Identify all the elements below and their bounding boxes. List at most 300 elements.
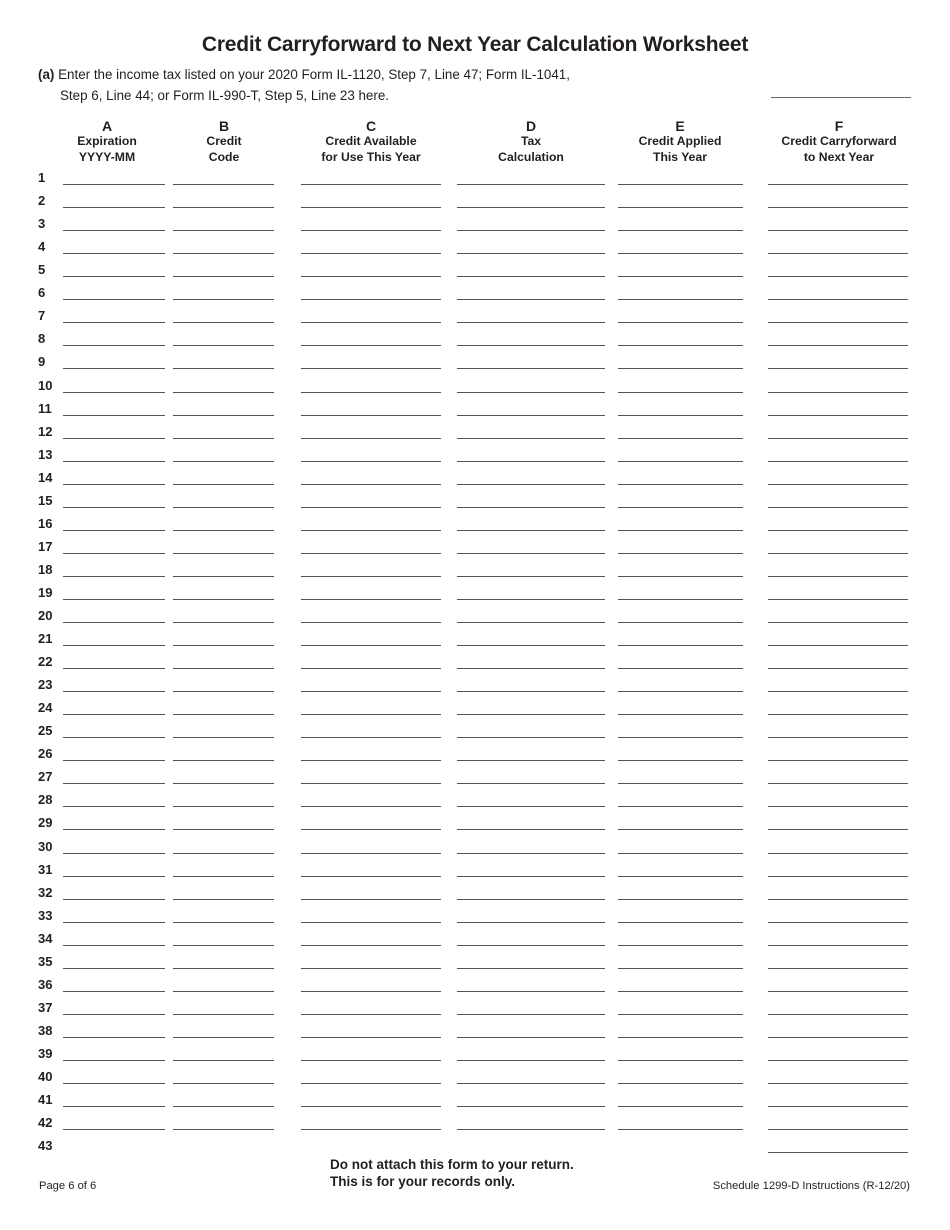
- row-number: 40: [38, 1069, 53, 1084]
- entry-field-col-b[interactable]: [173, 691, 274, 692]
- entry-field-col-a[interactable]: [63, 392, 165, 393]
- entry-field-col-c[interactable]: [301, 783, 441, 784]
- entry-field-col-d[interactable]: [457, 645, 605, 646]
- entry-field-col-a[interactable]: [63, 645, 165, 646]
- entry-field-col-f[interactable]: [768, 853, 908, 854]
- entry-field-col-f[interactable]: [768, 415, 908, 416]
- entry-field-col-a[interactable]: [63, 737, 165, 738]
- entry-field-col-b[interactable]: [173, 207, 274, 208]
- row-number: 23: [38, 677, 53, 693]
- entry-field-col-f[interactable]: [768, 553, 908, 554]
- worksheet-row: [0, 562, 950, 585]
- entry-field-col-a[interactable]: [63, 207, 165, 208]
- entry-field-col-d[interactable]: [457, 576, 605, 577]
- entry-field-col-f[interactable]: [768, 1014, 908, 1015]
- entry-field-col-d[interactable]: [457, 622, 605, 623]
- entry-field-col-e[interactable]: [618, 691, 743, 692]
- row-number: 27: [38, 769, 53, 785]
- entry-field-col-d[interactable]: [457, 922, 605, 923]
- entry-field-col-d[interactable]: [457, 184, 605, 185]
- entry-field-col-d[interactable]: [457, 783, 605, 784]
- entry-field-col-b[interactable]: [173, 760, 274, 761]
- entry-field-col-b[interactable]: [173, 230, 274, 231]
- entry-field-col-c[interactable]: [301, 345, 441, 346]
- entry-field-col-b[interactable]: [173, 507, 274, 508]
- entry-field-col-c[interactable]: [301, 1037, 441, 1038]
- worksheet-row: [0, 308, 950, 331]
- worksheet-row: [0, 908, 950, 931]
- entry-field-col-a[interactable]: [63, 368, 165, 369]
- entry-field-col-f[interactable]: [768, 622, 908, 623]
- entry-field-col-f[interactable]: [768, 899, 908, 900]
- entry-field-col-b[interactable]: [173, 368, 274, 369]
- entry-field-col-d[interactable]: [457, 553, 605, 554]
- column-label-1: Credit Carryforward: [781, 134, 897, 148]
- entry-field-col-f[interactable]: [768, 322, 908, 323]
- entry-field-col-c[interactable]: [301, 991, 441, 992]
- entry-field-col-a[interactable]: [63, 806, 165, 807]
- entry-field-col-d[interactable]: [457, 1083, 605, 1084]
- entry-field-col-a[interactable]: [63, 253, 165, 254]
- worksheet-row: [0, 862, 950, 885]
- entry-field-col-c[interactable]: [301, 530, 441, 531]
- entry-field-col-e[interactable]: [618, 1083, 743, 1084]
- entry-field-col-b[interactable]: [173, 622, 274, 623]
- entry-field-col-e[interactable]: [618, 438, 743, 439]
- worksheet-row: [0, 1115, 950, 1138]
- entry-field-col-c[interactable]: [301, 853, 441, 854]
- entry-field-col-f[interactable]: [768, 1060, 908, 1061]
- entry-field-col-d[interactable]: [457, 668, 605, 669]
- entry-field-col-d[interactable]: [457, 345, 605, 346]
- entry-field-col-a[interactable]: [63, 760, 165, 761]
- entry-field-col-a[interactable]: [63, 576, 165, 577]
- worksheet-row: [0, 516, 950, 539]
- entry-field-col-f[interactable]: [768, 230, 908, 231]
- worksheet-row: [0, 193, 950, 216]
- entry-field-col-d[interactable]: [457, 945, 605, 946]
- entry-field-col-d[interactable]: [457, 322, 605, 323]
- entry-field-col-b[interactable]: [173, 829, 274, 830]
- entry-field-col-e[interactable]: [618, 876, 743, 877]
- entry-field-col-d[interactable]: [457, 1014, 605, 1015]
- entry-field-col-b[interactable]: [173, 1129, 274, 1130]
- entry-field-col-c[interactable]: [301, 553, 441, 554]
- entry-field-col-c[interactable]: [301, 691, 441, 692]
- entry-field-col-b[interactable]: [173, 576, 274, 577]
- entry-field-col-c[interactable]: [301, 645, 441, 646]
- entry-field-col-b[interactable]: [173, 876, 274, 877]
- records-notice: [330, 1157, 574, 1190]
- entry-field-col-f[interactable]: [768, 1152, 908, 1153]
- entry-field-col-e[interactable]: [618, 899, 743, 900]
- row-number: 26: [38, 746, 53, 762]
- entry-field-col-f[interactable]: [768, 276, 908, 277]
- entry-field-col-f[interactable]: [768, 507, 908, 508]
- entry-field-col-f[interactable]: [768, 1129, 908, 1130]
- row-number: 19: [38, 584, 53, 600]
- entry-field-col-c[interactable]: [301, 230, 441, 231]
- entry-field-col-c[interactable]: [301, 1083, 441, 1084]
- entry-field-col-f[interactable]: [768, 599, 908, 600]
- row-number: 28: [38, 792, 53, 808]
- entry-field-col-d[interactable]: [457, 737, 605, 738]
- entry-field-col-f[interactable]: [768, 829, 908, 830]
- entry-field-col-b[interactable]: [173, 645, 274, 646]
- entry-field-col-d[interactable]: [457, 368, 605, 369]
- entry-field-col-e[interactable]: [618, 484, 743, 485]
- entry-field-col-b[interactable]: [173, 276, 274, 277]
- entry-field-col-f[interactable]: [768, 668, 908, 669]
- worksheet-row: [0, 954, 950, 977]
- entry-field-col-a[interactable]: [63, 553, 165, 554]
- entry-field-col-f[interactable]: [768, 645, 908, 646]
- entry-field-col-d[interactable]: [457, 438, 605, 439]
- row-number: 3: [38, 216, 46, 232]
- entry-field-col-c[interactable]: [301, 368, 441, 369]
- entry-field-col-b[interactable]: [173, 668, 274, 669]
- entry-field-col-e[interactable]: [618, 253, 743, 254]
- entry-field-col-a[interactable]: [63, 829, 165, 830]
- entry-field-col-b[interactable]: [173, 599, 274, 600]
- entry-field-col-c[interactable]: [301, 253, 441, 254]
- entry-field-col-d[interactable]: [457, 415, 605, 416]
- entry-field-col-e[interactable]: [618, 276, 743, 277]
- entry-field-col-d[interactable]: [457, 392, 605, 393]
- entry-field-col-f[interactable]: [768, 184, 908, 185]
- entry-field-col-e[interactable]: [618, 230, 743, 231]
- entry-field-col-f[interactable]: [768, 714, 908, 715]
- entry-field-col-b[interactable]: [173, 991, 274, 992]
- entry-field-col-b[interactable]: [173, 530, 274, 531]
- entry-field-col-e[interactable]: [618, 1037, 743, 1038]
- entry-field-col-d[interactable]: [457, 760, 605, 761]
- entry-field-col-c[interactable]: [301, 760, 441, 761]
- entry-field-col-a[interactable]: [63, 299, 165, 300]
- entry-field-col-b[interactable]: [173, 484, 274, 485]
- entry-field-col-c[interactable]: [301, 322, 441, 323]
- row-number: 41: [38, 1092, 53, 1107]
- entry-field-col-b[interactable]: [173, 945, 274, 946]
- entry-field-col-c[interactable]: [301, 737, 441, 738]
- entry-field-col-d[interactable]: [457, 1037, 605, 1038]
- entry-field-col-b[interactable]: [173, 553, 274, 554]
- entry-field-col-e[interactable]: [618, 1106, 743, 1107]
- entry-field-col-a[interactable]: [63, 530, 165, 531]
- entry-field-col-a[interactable]: [63, 415, 165, 416]
- entry-field-col-a[interactable]: [63, 345, 165, 346]
- entry-field-col-c[interactable]: [301, 668, 441, 669]
- worksheet-row: [0, 1069, 950, 1092]
- entry-field-col-d[interactable]: [457, 230, 605, 231]
- entry-field-col-e[interactable]: [618, 1060, 743, 1061]
- entry-field-col-b[interactable]: [173, 415, 274, 416]
- entry-field-col-e[interactable]: [618, 345, 743, 346]
- worksheet-row: [0, 1023, 950, 1046]
- entry-field-col-d[interactable]: [457, 299, 605, 300]
- entry-field-col-a[interactable]: [63, 1083, 165, 1084]
- entry-field-col-c[interactable]: [301, 299, 441, 300]
- entry-field-col-e[interactable]: [618, 968, 743, 969]
- entry-field-col-e[interactable]: [618, 299, 743, 300]
- entry-field-col-e[interactable]: [618, 553, 743, 554]
- entry-field-col-d[interactable]: [457, 1060, 605, 1061]
- column-header-b: [174, 119, 274, 165]
- entry-field-col-f[interactable]: [768, 760, 908, 761]
- row-number: 14: [38, 469, 53, 485]
- entry-field-col-a[interactable]: [63, 276, 165, 277]
- entry-field-col-a[interactable]: [63, 783, 165, 784]
- entry-field-col-e[interactable]: [618, 922, 743, 923]
- row-number: 37: [38, 999, 53, 1015]
- entry-field-col-e[interactable]: [618, 806, 743, 807]
- entry-field-col-e[interactable]: [618, 599, 743, 600]
- entry-field-col-a[interactable]: [63, 322, 165, 323]
- entry-field-col-b[interactable]: [173, 922, 274, 923]
- column-label-1: Expiration: [77, 134, 137, 148]
- entry-field-col-f[interactable]: [768, 1037, 908, 1038]
- entry-field-col-a[interactable]: [63, 507, 165, 508]
- entry-field-col-f[interactable]: [768, 945, 908, 946]
- entry-field-col-f[interactable]: [768, 392, 908, 393]
- entry-field-col-f[interactable]: [768, 737, 908, 738]
- entry-field-col-c[interactable]: [301, 922, 441, 923]
- entry-field-col-a[interactable]: [63, 853, 165, 854]
- entry-field-col-e[interactable]: [618, 853, 743, 854]
- entry-field-col-e[interactable]: [618, 1014, 743, 1015]
- entry-field-col-a[interactable]: [63, 599, 165, 600]
- entry-field-col-d[interactable]: [457, 530, 605, 531]
- income-tax-entry-field[interactable]: [771, 97, 911, 98]
- entry-field-col-a[interactable]: [63, 968, 165, 969]
- entry-field-col-b[interactable]: [173, 461, 274, 462]
- entry-field-col-d[interactable]: [457, 991, 605, 992]
- entry-field-col-a[interactable]: [63, 484, 165, 485]
- entry-field-col-b[interactable]: [173, 899, 274, 900]
- entry-field-col-d[interactable]: [457, 714, 605, 715]
- entry-field-col-d[interactable]: [457, 853, 605, 854]
- entry-field-col-c[interactable]: [301, 876, 441, 877]
- row-number: 12: [38, 423, 53, 439]
- entry-field-col-e[interactable]: [618, 991, 743, 992]
- entry-field-col-e[interactable]: [618, 645, 743, 646]
- entry-field-col-f[interactable]: [768, 345, 908, 346]
- worksheet-row: [0, 354, 950, 377]
- entry-field-col-c[interactable]: [301, 1060, 441, 1061]
- entry-field-col-a[interactable]: [63, 622, 165, 623]
- entry-field-col-c[interactable]: [301, 899, 441, 900]
- entry-field-col-e[interactable]: [618, 392, 743, 393]
- entry-field-col-f[interactable]: [768, 253, 908, 254]
- entry-field-col-a[interactable]: [63, 922, 165, 923]
- worksheet-row: [0, 769, 950, 792]
- entry-field-col-c[interactable]: [301, 438, 441, 439]
- column-letter: A: [101, 118, 113, 134]
- worksheet-row: [0, 239, 950, 262]
- entry-field-col-c[interactable]: [301, 622, 441, 623]
- entry-field-col-c[interactable]: [301, 968, 441, 969]
- entry-field-col-e[interactable]: [618, 668, 743, 669]
- entry-field-col-c[interactable]: [301, 461, 441, 462]
- entry-field-col-e[interactable]: [618, 737, 743, 738]
- entry-field-col-b[interactable]: [173, 299, 274, 300]
- entry-field-col-b[interactable]: [173, 1083, 274, 1084]
- entry-field-col-d[interactable]: [457, 691, 605, 692]
- worksheet-row: [0, 285, 950, 308]
- entry-field-col-c[interactable]: [301, 207, 441, 208]
- column-label-2: Calculation: [498, 149, 564, 164]
- entry-field-col-d[interactable]: [457, 899, 605, 900]
- worksheet-row: [0, 654, 950, 677]
- entry-field-col-a[interactable]: [63, 438, 165, 439]
- entry-field-col-d[interactable]: [457, 461, 605, 462]
- entry-field-col-b[interactable]: [173, 1037, 274, 1038]
- entry-field-col-f[interactable]: [768, 299, 908, 300]
- entry-field-col-e[interactable]: [618, 622, 743, 623]
- entry-field-col-e[interactable]: [618, 576, 743, 577]
- entry-field-col-b[interactable]: [173, 1014, 274, 1015]
- entry-field-col-d[interactable]: [457, 1129, 605, 1130]
- entry-field-col-a[interactable]: [63, 876, 165, 877]
- entry-field-col-f[interactable]: [768, 438, 908, 439]
- entry-field-col-e[interactable]: [618, 783, 743, 784]
- entry-field-col-a[interactable]: [63, 184, 165, 185]
- entry-field-col-c[interactable]: [301, 1014, 441, 1015]
- entry-field-col-c[interactable]: [301, 507, 441, 508]
- entry-field-col-e[interactable]: [618, 461, 743, 462]
- entry-field-col-b[interactable]: [173, 392, 274, 393]
- worksheet-row: [0, 792, 950, 815]
- entry-field-col-f[interactable]: [768, 1106, 908, 1107]
- entry-field-col-e[interactable]: [618, 207, 743, 208]
- row-number: 8: [38, 331, 46, 347]
- entry-field-col-e[interactable]: [618, 945, 743, 946]
- entry-field-col-a[interactable]: [63, 899, 165, 900]
- entry-field-col-f[interactable]: [768, 806, 908, 807]
- entry-field-col-d[interactable]: [457, 253, 605, 254]
- entry-field-col-a[interactable]: [63, 1129, 165, 1130]
- entry-field-col-f[interactable]: [768, 783, 908, 784]
- entry-field-col-f[interactable]: [768, 691, 908, 692]
- entry-field-col-d[interactable]: [457, 599, 605, 600]
- entry-field-col-e[interactable]: [618, 415, 743, 416]
- entry-field-col-d[interactable]: [457, 484, 605, 485]
- entry-field-col-a[interactable]: [63, 461, 165, 462]
- entry-field-col-e[interactable]: [618, 184, 743, 185]
- row-number: 16: [38, 515, 53, 531]
- entry-field-col-a[interactable]: [63, 714, 165, 715]
- entry-field-col-e[interactable]: [618, 829, 743, 830]
- entry-field-col-a[interactable]: [63, 230, 165, 231]
- entry-field-col-f[interactable]: [768, 968, 908, 969]
- entry-field-col-c[interactable]: [301, 276, 441, 277]
- entry-field-col-b[interactable]: [173, 737, 274, 738]
- column-label-2: for Use This Year: [321, 149, 421, 164]
- entry-field-col-c[interactable]: [301, 392, 441, 393]
- entry-field-col-d[interactable]: [457, 806, 605, 807]
- entry-field-col-e[interactable]: [618, 530, 743, 531]
- entry-field-col-f[interactable]: [768, 991, 908, 992]
- entry-field-col-b[interactable]: [173, 714, 274, 715]
- entry-field-col-f[interactable]: [768, 876, 908, 877]
- entry-field-col-d[interactable]: [457, 1106, 605, 1107]
- entry-field-col-e[interactable]: [618, 507, 743, 508]
- entry-field-col-c[interactable]: [301, 806, 441, 807]
- entry-field-col-b[interactable]: [173, 968, 274, 969]
- entry-field-col-b[interactable]: [173, 253, 274, 254]
- entry-field-col-c[interactable]: [301, 599, 441, 600]
- entry-field-col-a[interactable]: [63, 1014, 165, 1015]
- entry-field-col-e[interactable]: [618, 368, 743, 369]
- worksheet-row: [0, 815, 950, 838]
- entry-field-col-e[interactable]: [618, 714, 743, 715]
- entry-field-col-d[interactable]: [457, 968, 605, 969]
- entry-field-col-f[interactable]: [768, 1083, 908, 1084]
- entry-field-col-b[interactable]: [173, 1106, 274, 1107]
- entry-field-col-c[interactable]: [301, 1129, 441, 1130]
- entry-field-col-d[interactable]: [457, 207, 605, 208]
- entry-field-col-c[interactable]: [301, 1106, 441, 1107]
- entry-field-col-b[interactable]: [173, 806, 274, 807]
- entry-field-col-e[interactable]: [618, 322, 743, 323]
- entry-field-col-b[interactable]: [173, 322, 274, 323]
- entry-field-col-c[interactable]: [301, 714, 441, 715]
- entry-field-col-f[interactable]: [768, 207, 908, 208]
- entry-field-col-c[interactable]: [301, 415, 441, 416]
- row-number: 17: [38, 538, 53, 554]
- entry-field-col-c[interactable]: [301, 945, 441, 946]
- entry-field-col-e[interactable]: [618, 760, 743, 761]
- worksheet-row: [0, 677, 950, 700]
- notice-line-1: Do not attach this form to your return.: [330, 1157, 574, 1172]
- entry-field-col-d[interactable]: [457, 507, 605, 508]
- entry-field-col-b[interactable]: [173, 345, 274, 346]
- entry-field-col-f[interactable]: [768, 530, 908, 531]
- entry-field-col-c[interactable]: [301, 184, 441, 185]
- entry-field-col-a[interactable]: [63, 991, 165, 992]
- entry-field-col-b[interactable]: [173, 438, 274, 439]
- entry-field-col-f[interactable]: [768, 484, 908, 485]
- worksheet-row: [0, 700, 950, 723]
- entry-field-col-f[interactable]: [768, 368, 908, 369]
- entry-field-col-f[interactable]: [768, 922, 908, 923]
- entry-field-col-f[interactable]: [768, 461, 908, 462]
- entry-field-col-a[interactable]: [63, 945, 165, 946]
- entry-field-col-a[interactable]: [63, 691, 165, 692]
- entry-field-col-b[interactable]: [173, 184, 274, 185]
- entry-field-col-a[interactable]: [63, 668, 165, 669]
- row-number: 15: [38, 492, 53, 508]
- entry-field-col-c[interactable]: [301, 484, 441, 485]
- entry-field-col-b[interactable]: [173, 783, 274, 784]
- entry-field-col-c[interactable]: [301, 576, 441, 577]
- entry-field-col-b[interactable]: [173, 1060, 274, 1061]
- entry-field-col-d[interactable]: [457, 829, 605, 830]
- row-number: 25: [38, 723, 53, 739]
- entry-field-col-d[interactable]: [457, 876, 605, 877]
- entry-field-col-a[interactable]: [63, 1106, 165, 1107]
- entry-field-col-a[interactable]: [63, 1060, 165, 1061]
- entry-field-col-b[interactable]: [173, 853, 274, 854]
- entry-field-col-c[interactable]: [301, 829, 441, 830]
- entry-field-col-f[interactable]: [768, 576, 908, 577]
- instruction-label: (a): [38, 67, 55, 82]
- column-label-2: YYYY-MM: [78, 149, 136, 164]
- entry-field-col-e[interactable]: [618, 1129, 743, 1130]
- entry-field-col-a[interactable]: [63, 1037, 165, 1038]
- entry-field-col-d[interactable]: [457, 276, 605, 277]
- row-number: 42: [38, 1115, 53, 1131]
